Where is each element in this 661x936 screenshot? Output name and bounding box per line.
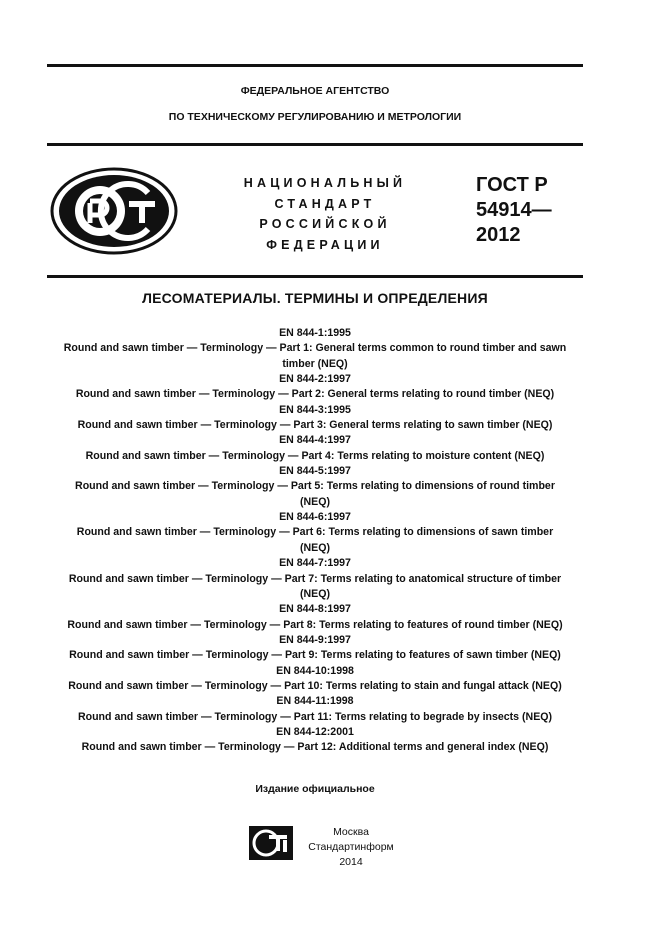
edition-label: Издание официальное [255, 783, 375, 795]
publisher-city: Москва [333, 826, 369, 838]
reference-line: (NEQ) [299, 587, 330, 600]
reference-line: Round and sawn timber — Terminology — Part 2: General terms relating to round timber (NEQ) [75, 388, 555, 401]
reference-line: EN 844-3:1995 [279, 403, 351, 416]
reference-line: EN 844-11:1998 [276, 695, 354, 708]
reference-line: Round and sawn timber — Terminology — Part 11: Terms relating to begrade by insects (NEQ) [77, 710, 553, 723]
gost-line-3: 2012 [476, 224, 521, 246]
gost-number [476, 173, 552, 248]
publisher-block [306, 825, 396, 870]
reference-line: EN 844-7:1997 [279, 557, 351, 570]
reference-line: Round and sawn timber — Terminology — Part 7: Terms relating to anatomical structure of timber [68, 572, 562, 585]
reference-line: EN 844-4:1997 [279, 434, 351, 447]
reference-line: EN 844-2:1997 [279, 373, 351, 386]
reference-line: Round and sawn timber — Terminology — Part 9: Terms relating to features of sawn timber (NEQ) [69, 649, 561, 662]
national-line-3: РОССИЙСКОЙ [259, 217, 391, 231]
reference-line: Round and sawn timber — Terminology — Part 5: Terms relating to dimensions of round timber [75, 480, 555, 493]
reference-line: Round and sawn timber — Terminology — Part 10: Terms relating to stain and fungal attack (NEQ) [68, 679, 562, 692]
national-standard-label [225, 173, 425, 255]
reference-line: EN 844-8:1997 [279, 603, 351, 616]
reference-line: EN 844-12:2001 [276, 725, 354, 738]
national-line-4: ФЕДЕРАЦИИ [266, 237, 384, 252]
gost-line-1: ГОСТ Р [476, 174, 548, 196]
reference-line: Round and sawn timber — Terminology — Part 3: General terms relating to sawn timber (NEQ) [77, 419, 553, 432]
document-title: ЛЕСОМАТЕРИАЛЫ. ТЕРМИНЫ И ОПРЕДЕЛЕНИЯ [142, 290, 488, 306]
reference-line: (NEQ) [299, 541, 330, 554]
agency-line-2: ПО ТЕХНИЧЕСКОМУ РЕГУЛИРОВАНИЮ И МЕТРОЛОГИИ [168, 111, 462, 123]
reference-line: timber (NEQ) [282, 357, 348, 370]
reference-line: (NEQ) [299, 495, 330, 508]
reference-line: Round and sawn timber — Terminology — Part 4: Terms relating to moisture content (NEQ) [85, 449, 545, 462]
reference-line: Round and sawn timber — Terminology — Part 1: General terms common to round timber and sawn [63, 342, 567, 355]
national-line-2: СТАНДАРТ [274, 196, 376, 211]
agency-line-1: ФЕДЕРАЛЬНОЕ АГЕНТСТВО [240, 85, 390, 97]
reference-line: EN 844-5:1997 [279, 465, 351, 478]
gost-line-2: 54914— [476, 199, 552, 221]
standartinform-logo-icon [249, 826, 293, 860]
publisher-year: 2014 [339, 856, 363, 868]
publisher-name: Стандартинформ [308, 841, 394, 853]
gost-logo-icon [50, 167, 178, 255]
reference-line: EN 844-1:1995 [279, 327, 351, 339]
header-rule [47, 143, 583, 146]
references-block [40, 326, 590, 756]
reference-line: EN 844-10:1998 [276, 664, 354, 677]
reference-line: Round and sawn timber — Terminology — Part 12: Additional terms and general index (NEQ) [81, 741, 549, 754]
national-line-1: НАЦИОНАЛЬНЫЙ [243, 176, 407, 190]
top-rule [47, 64, 583, 67]
reference-line: EN 844-6:1997 [279, 511, 351, 524]
title-rule [47, 275, 583, 278]
reference-line: EN 844-9:1997 [279, 633, 351, 646]
reference-line: Round and sawn timber — Terminology — Part 6: Terms relating to dimensions of sawn timber [76, 526, 554, 539]
reference-line: Round and sawn timber — Terminology — Part 8: Terms relating to features of round timber (NEQ) [67, 618, 563, 631]
